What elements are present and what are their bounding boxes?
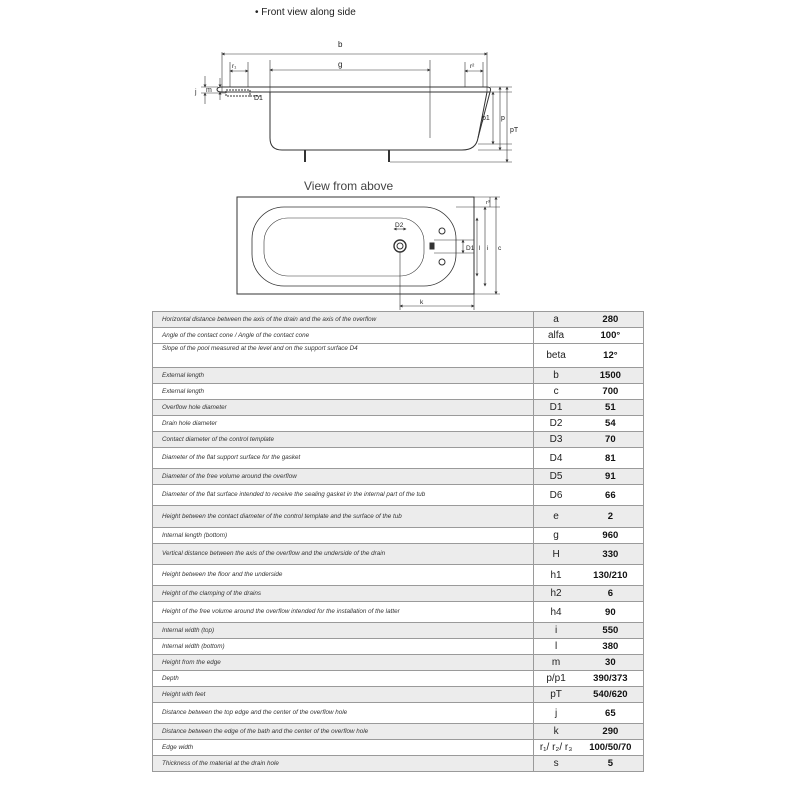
label-p1: p1 <box>482 115 490 122</box>
spec-value: 100/50/70 <box>578 740 644 756</box>
spec-row <box>153 703 644 724</box>
spec-symbol: p/p1 <box>534 671 578 687</box>
top-view-title: View from above <box>304 179 394 193</box>
label-k: k <box>420 299 424 306</box>
drain-hole-inner <box>397 243 403 249</box>
spec-row <box>153 506 644 528</box>
spec-symbol: h2 <box>534 586 578 602</box>
spec-value: 5 <box>578 756 644 772</box>
label-b: b <box>338 40 343 49</box>
spec-row <box>153 655 644 671</box>
spec-description: Height between the contact diameter of the control template and the surface of the tub <box>153 506 534 528</box>
spec-symbol: m <box>534 655 578 671</box>
spec-description: Height between the floor and the underside <box>153 565 534 586</box>
label-g: g <box>338 60 343 69</box>
spec-symbol: pT <box>534 687 578 703</box>
spec-value: 550 <box>578 623 644 639</box>
spec-symbol: beta <box>534 344 578 368</box>
specifications-table <box>152 311 644 772</box>
spec-symbol: s <box>534 756 578 772</box>
spec-row <box>153 328 644 344</box>
overflow-detail <box>226 90 250 96</box>
spec-row <box>153 671 644 687</box>
spec-description: Distance between the edge of the bath and the center of the overflow hole <box>153 724 534 740</box>
spec-description: Thickness of the material at the drain hole <box>153 756 534 772</box>
spec-description: Overflow hole diameter <box>153 400 534 416</box>
spec-description: Height with feet <box>153 687 534 703</box>
top-view-drawing <box>237 197 474 294</box>
spec-description: Depth <box>153 671 534 687</box>
spec-value: 100° <box>578 328 644 344</box>
spec-row <box>153 528 644 544</box>
spec-value: 330 <box>578 544 644 565</box>
front-view-title: • Front view along side <box>255 7 356 18</box>
spec-symbol: l <box>534 639 578 655</box>
spec-value: 66 <box>578 485 644 506</box>
spec-description: Contact diameter of the control template <box>153 432 534 448</box>
spec-description: External length <box>153 368 534 384</box>
spec-symbol: alfa <box>534 328 578 344</box>
label-p: p <box>501 115 505 122</box>
mount-hole-bottom <box>439 259 445 265</box>
tub-rim <box>217 87 491 92</box>
spec-value: 540/620 <box>578 687 644 703</box>
spec-value: 6 <box>578 586 644 602</box>
technical-drawing <box>0 0 800 310</box>
spec-value: 90 <box>578 602 644 623</box>
tub-body <box>270 92 487 150</box>
spec-symbol: a <box>534 312 578 328</box>
spec-row <box>153 384 644 400</box>
spec-symbol: D4 <box>534 448 578 469</box>
spec-value: 290 <box>578 724 644 740</box>
spec-row <box>153 623 644 639</box>
spec-symbol: b <box>534 368 578 384</box>
spec-value: 81 <box>578 448 644 469</box>
label-j: j <box>195 89 197 96</box>
spec-row <box>153 756 644 772</box>
spec-description: External length <box>153 384 534 400</box>
spec-row <box>153 485 644 506</box>
spec-symbol: g <box>534 528 578 544</box>
spec-value: 380 <box>578 639 644 655</box>
spec-value: 30 <box>578 655 644 671</box>
spec-row <box>153 724 644 740</box>
spec-description: Height of the clamping of the drains <box>153 586 534 602</box>
spec-value: 51 <box>578 400 644 416</box>
spec-symbol: i <box>534 623 578 639</box>
front-dimension-lines <box>201 52 512 162</box>
spec-row <box>153 312 644 328</box>
label-d1-front: D1 <box>254 95 263 102</box>
spec-symbol: D3 <box>534 432 578 448</box>
spec-description: Internal width (top) <box>153 623 534 639</box>
spec-value: 2 <box>578 506 644 528</box>
spec-description: Diameter of the flat support surface for the gasket <box>153 448 534 469</box>
spec-value: 130/210 <box>578 565 644 586</box>
label-d1-top: D1 <box>466 245 475 252</box>
label-pt: pT <box>510 127 519 134</box>
specifications-body <box>153 312 644 772</box>
spec-row <box>153 639 644 655</box>
overflow-marker <box>430 243 434 249</box>
spec-value: 12° <box>578 344 644 368</box>
spec-description: Internal width (bottom) <box>153 639 534 655</box>
top-dimension-lines <box>394 197 500 310</box>
spec-row <box>153 448 644 469</box>
spec-description: Edge width <box>153 740 534 756</box>
spec-value: 280 <box>578 312 644 328</box>
label-r2: r² <box>470 63 475 70</box>
label-d2: D2 <box>395 222 404 229</box>
spec-row <box>153 344 644 368</box>
spec-description: Angle of the contact cone / Angle of the contact cone <box>153 328 534 344</box>
spec-row <box>153 740 644 756</box>
label-r1: r₁ <box>232 63 237 70</box>
label-i: i <box>487 245 489 252</box>
spec-description: Diameter of the flat surface intended to receive the sealing gasket in the internal part of the tub <box>153 485 534 506</box>
spec-description: Diameter of the free volume around the overflow <box>153 469 534 485</box>
spec-value: 54 <box>578 416 644 432</box>
spec-symbol: D2 <box>534 416 578 432</box>
tub-outline-top <box>237 197 474 294</box>
spec-symbol: r₁/ r₂/ r₃ <box>534 740 578 756</box>
label-c: c <box>498 245 502 252</box>
spec-value: 700 <box>578 384 644 400</box>
spec-value: 65 <box>578 703 644 724</box>
spec-description: Vertical distance between the axis of the overflow and the underside of the drain <box>153 544 534 565</box>
mount-hole-top <box>439 228 445 234</box>
spec-description: Height from the edge <box>153 655 534 671</box>
spec-row <box>153 416 644 432</box>
spec-row <box>153 602 644 623</box>
spec-value: 91 <box>578 469 644 485</box>
spec-description: Slope of the pool measured at the level and on the support surface D4 <box>153 344 534 368</box>
spec-symbol: e <box>534 506 578 528</box>
spec-symbol: h4 <box>534 602 578 623</box>
spec-symbol: H <box>534 544 578 565</box>
spec-row <box>153 565 644 586</box>
label-l: l <box>479 245 481 252</box>
spec-row <box>153 432 644 448</box>
spec-symbol: D5 <box>534 469 578 485</box>
spec-description: Distance between the top edge and the center of the overflow hole <box>153 703 534 724</box>
spec-row <box>153 544 644 565</box>
spec-row <box>153 469 644 485</box>
spec-row <box>153 687 644 703</box>
spec-row <box>153 400 644 416</box>
spec-description: Internal length (bottom) <box>153 528 534 544</box>
spec-row <box>153 586 644 602</box>
spec-symbol: h1 <box>534 565 578 586</box>
spec-symbol: k <box>534 724 578 740</box>
spec-symbol: c <box>534 384 578 400</box>
drain-hole <box>394 240 406 252</box>
label-r3: r³ <box>486 200 490 206</box>
spec-symbol: j <box>534 703 578 724</box>
spec-description: Drain hole diameter <box>153 416 534 432</box>
spec-symbol: D1 <box>534 400 578 416</box>
spec-value: 960 <box>578 528 644 544</box>
spec-value: 70 <box>578 432 644 448</box>
spec-value: 1500 <box>578 368 644 384</box>
spec-description: Horizontal distance between the axis of the drain and the axis of the overflow <box>153 312 534 328</box>
spec-value: 390/373 <box>578 671 644 687</box>
spec-row <box>153 368 644 384</box>
label-m: m <box>206 87 212 94</box>
spec-description: Height of the free volume around the overflow intended for the installation of the latter <box>153 602 534 623</box>
spec-symbol: D6 <box>534 485 578 506</box>
